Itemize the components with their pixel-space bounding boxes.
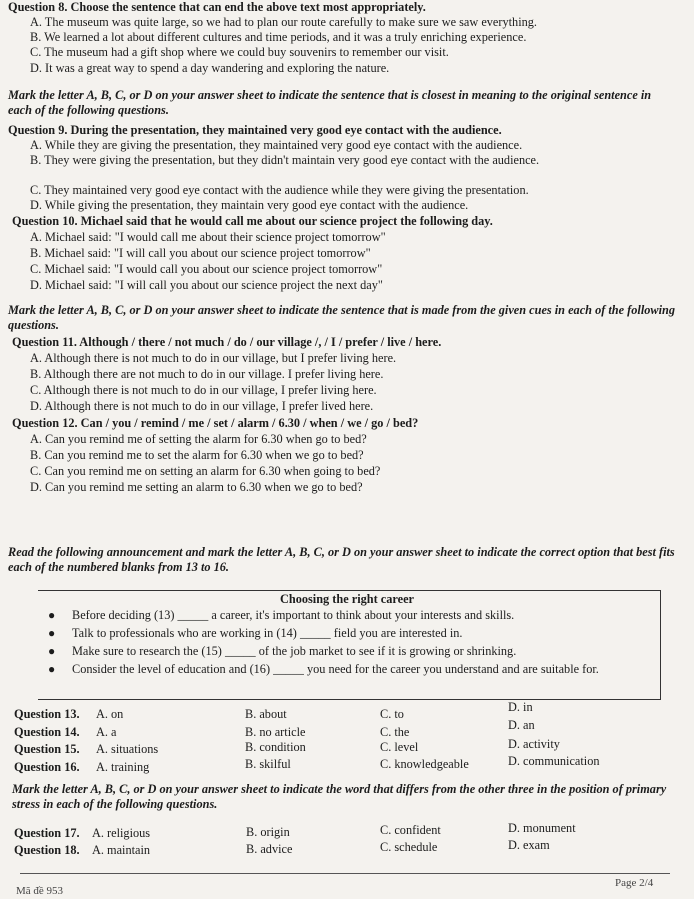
passage-title: Choosing the right career (280, 592, 414, 606)
q18-label: Question 18. (14, 843, 80, 857)
q10-option-c: C. Michael said: "I would call you about our science project tomorrow" (30, 262, 383, 276)
q10-option-d: D. Michael said: "I will call you about our science project the next day" (30, 278, 383, 292)
q9-option-c: C. They maintained very good eye contact with the audience while they were giving the presentation. (30, 183, 529, 197)
q12-option-b: B. Can you remind me to set the alarm for 6.30 when we go to bed? (30, 448, 364, 462)
passage-bullet-3: Make sure to research the (15) _____ of the job market to see if it is growing or shrinking. (72, 644, 517, 658)
q11-title: Question 11. Although / there / not much / do / our village /, / I / prefer / live / here. (12, 335, 442, 349)
q13-label: Question 13. (14, 707, 80, 721)
q18-option-d: D. exam (508, 838, 550, 852)
q15-option-a: A. situations (96, 742, 159, 756)
q18-option-c: C. schedule (380, 840, 438, 854)
bullet-dot-icon: ● (48, 662, 56, 676)
q15-option-c: C. level (380, 740, 419, 754)
q11-option-b: B. Although there are not much to do in our village. I prefer living here. (30, 367, 384, 381)
q18-option-b: B. advice (246, 842, 293, 856)
footer-divider (20, 873, 670, 874)
q12-title: Question 12. Can / you / remind / me / set / alarm / 6.30 / when / we / go / bed? (12, 416, 419, 430)
q17-label: Question 17. (14, 826, 80, 840)
q8-option-c: C. The museum had a gift shop where we could buy souvenirs to remember our visit. (30, 45, 449, 59)
q10-option-b: B. Michael said: "I will call you about our science project tomorrow" (30, 246, 371, 260)
page-number: Page 2/4 (615, 877, 654, 889)
q15-label: Question 15. (14, 742, 80, 756)
q11-option-a: A. Although there is not much to do in our village, but I prefer living here. (30, 351, 397, 365)
q13-option-b: B. about (245, 707, 287, 721)
q13-option-c: C. to (380, 707, 404, 721)
q17-option-a: A. religious (92, 826, 151, 840)
exam-code: Mã đề 953 (16, 885, 64, 897)
q14-option-c: C. the (380, 725, 410, 739)
q16-option-d: D. communication (508, 754, 600, 768)
q17-option-b: B. origin (246, 825, 290, 839)
q10-title: Question 10. Michael said that he would call me about our science project the following day. (12, 214, 493, 228)
q17-option-d: D. monument (508, 821, 576, 835)
instruction-closest-meaning: Mark the letter A, B, C, or D on your answer sheet to indicate the sentence that is closest in meaning to the original sentence in each of the following questions. (8, 88, 652, 117)
q14-option-d: D. an (508, 718, 535, 732)
q16-option-c: C. knowledgeable (380, 757, 469, 771)
q17-option-c: C. confident (380, 823, 441, 837)
q16-option-a: A. training (96, 760, 150, 774)
instruction-made-from-cues: Mark the letter A, B, C, or D on your answer sheet to indicate the sentence that is made from the given cues in each of the following questions. (8, 303, 676, 332)
q9-option-a: A. While they are giving the presentation, they maintained very good eye contact with the audience. (30, 138, 523, 152)
q10-option-a: A. Michael said: "I would call me about their science project tomorrow" (30, 230, 386, 244)
q8-option-a: A. The museum was quite large, so we had to plan our route carefully to make sure we saw everything. (30, 15, 537, 29)
passage-bullet-4: Consider the level of education and (16) _____ you need for the career you understand and are suitable for. (72, 662, 599, 676)
q9-option-d: D. While giving the presentation, they maintain very good eye contact with the audience. (30, 198, 469, 212)
q14-option-a: A. a (96, 725, 117, 739)
q8-option-d: D. It was a great way to spend a day wandering and exploring the nature. (30, 61, 390, 75)
q8-title: Question 8. Choose the sentence that can end the above text most appropriately. (8, 0, 426, 14)
q18-option-a: A. maintain (92, 843, 151, 857)
q13-option-a: A. on (96, 707, 124, 721)
q12-option-a: A. Can you remind me of setting the alarm for 6.30 when go to bed? (30, 432, 367, 446)
q13-option-d: D. in (508, 700, 533, 714)
q11-option-c: C. Although there is not much to do in our village, I prefer living here. (30, 383, 377, 397)
q16-label: Question 16. (14, 760, 80, 774)
q15-option-b: B. condition (245, 740, 306, 754)
q15-option-d: D. activity (508, 737, 560, 751)
passage-bullet-2: Talk to professionals who are working in (14) _____ field you are interested in. (72, 626, 463, 640)
q9-option-b: B. They were giving the presentation, but they didn't maintain very good eye contact with the audience. (30, 153, 540, 167)
q12-option-c: C. Can you remind me on setting an alarm for 6.30 when going to bed? (30, 464, 381, 478)
instruction-reading: Read the following announcement and mark the letter A, B, C, or D on your answer sheet to indicate the correct option that best fits each of the numbered blanks from 13 to 16. (8, 545, 675, 574)
bullet-dot-icon: ● (48, 626, 56, 640)
q14-label: Question 14. (14, 725, 80, 739)
q12-option-d: D. Can you remind me setting an alarm to 6.30 when we go to bed? (30, 480, 363, 494)
q11-option-d: D. Although there is not much to do in our village, I prefer lived here. (30, 399, 374, 413)
q16-option-b: B. skilful (245, 757, 291, 771)
q14-option-b: B. no article (245, 725, 306, 739)
q9-title: Question 9. During the presentation, they maintained very good eye contact with the audience. (8, 123, 502, 137)
instruction-stress: Mark the letter A, B, C, or D on your answer sheet to indicate the word that differs from the other three in the position of primary stress in each of the following questions. (12, 782, 667, 811)
q8-option-b: B. We learned a lot about different cultures and time periods, and it was a truly enriching experience. (30, 30, 527, 44)
bullet-dot-icon: ● (48, 608, 56, 622)
bullet-dot-icon: ● (48, 644, 56, 658)
passage-bullet-1: Before deciding (13) _____ a career, it's important to think about your interests and skills. (72, 608, 515, 622)
